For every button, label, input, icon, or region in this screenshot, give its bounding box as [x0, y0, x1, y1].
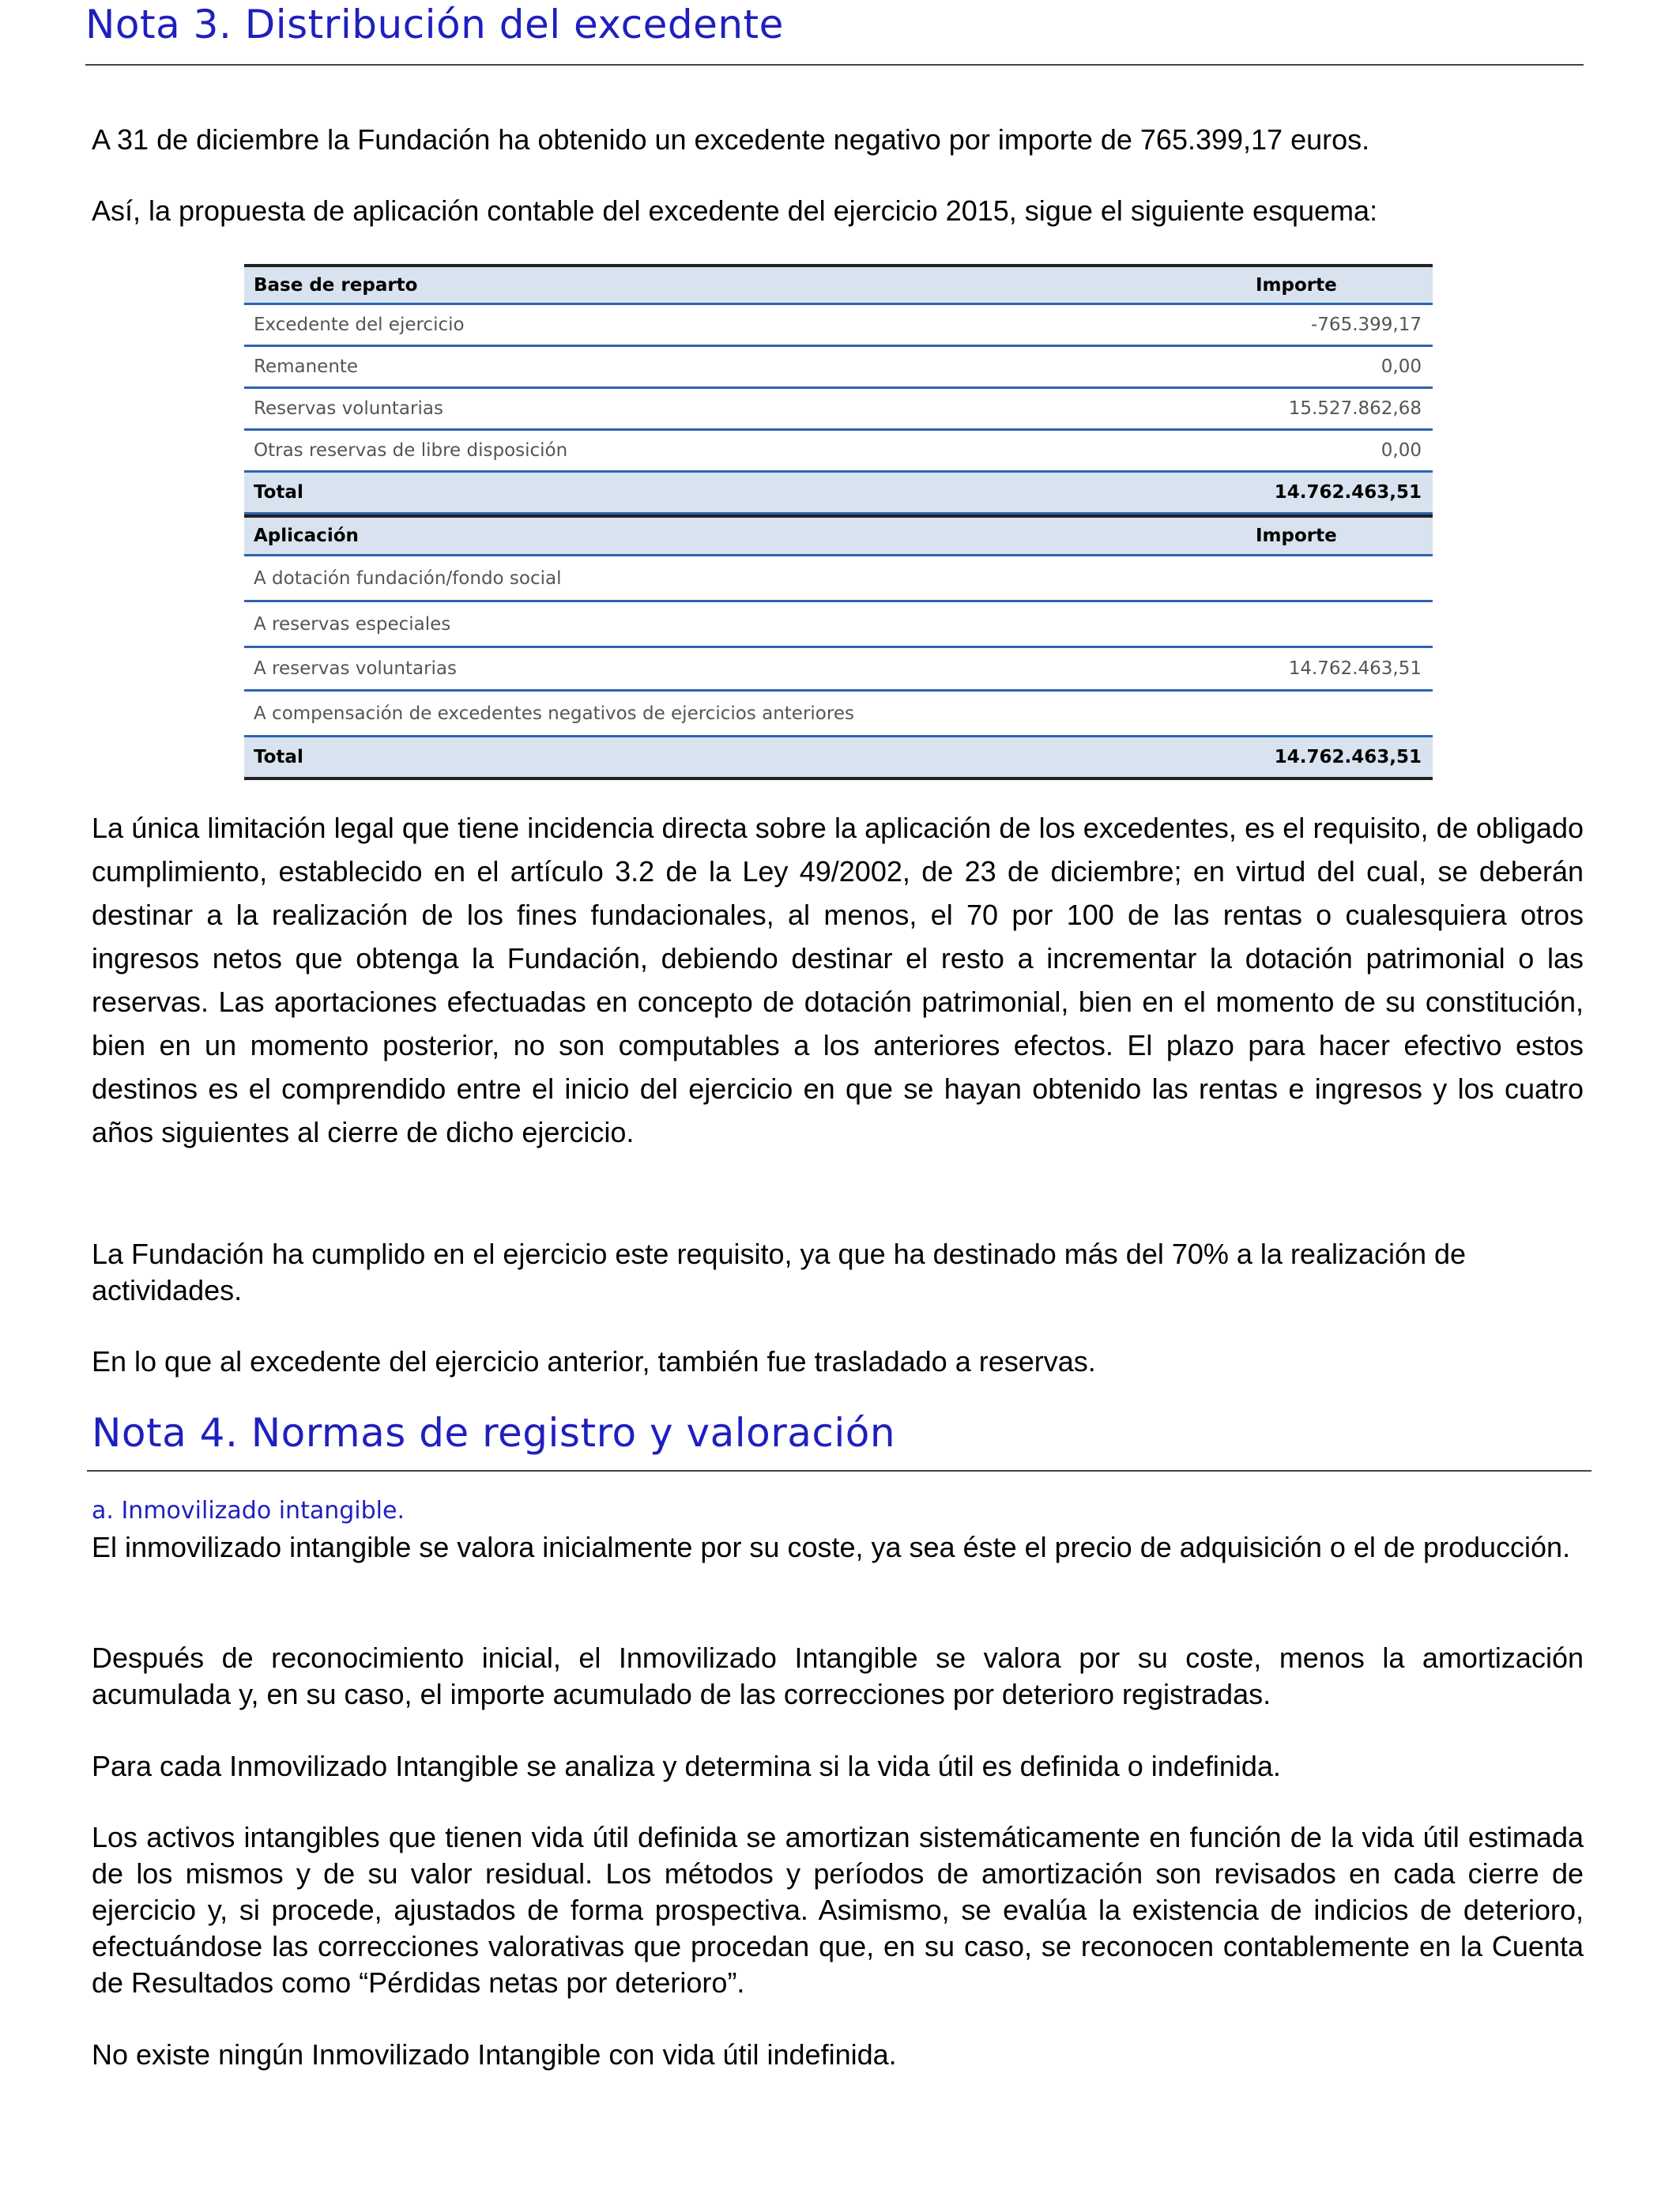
- header-value: Importe: [1256, 274, 1337, 296]
- row-label: A reservas especiales: [254, 613, 451, 635]
- table-total-base: [244, 473, 1433, 515]
- nota3-paragraph-1: A 31 de diciembre la Fundación ha obtenido un excedente negativo por importe de 765.399,17 euros.: [92, 123, 1370, 156]
- header-label: Aplicación: [254, 526, 359, 546]
- nota4-paragraph-4: Los activos intangibles que tienen vida útil definida se amortizan sistemáticamente en función de la vida útil estimada de los mismos y de su valor residual. Los métodos y períodos de amortización son revisados en cada cierre de ejercicio y, si procede, ajustados de forma prospectiva. Asimismo, se evalúa la existencia de indicios de deterioro, efectuándose las correcciones valorativas que procedan que, en su caso, se reconocen contablemente en la Cuenta de Resultados como “Pérdidas netas por deterioro”.: [92, 1821, 1584, 1999]
- table-total-aplicacion: [244, 737, 1433, 780]
- row-label: A dotación fundación/fondo social: [254, 567, 562, 589]
- row-value: 14.762.463,51: [1288, 658, 1422, 679]
- total-label: Total: [254, 482, 303, 503]
- total-label: Total: [254, 747, 303, 767]
- table-row: [244, 556, 1433, 602]
- nota3-paragraph-5: En lo que al excedente del ejercicio anterior, también fue trasladado a reservas.: [92, 1345, 1096, 1378]
- header-label: Base de reparto: [254, 274, 418, 296]
- nota3-paragraph-3: La única limitación legal que tiene incidencia directa sobre la aplicación de los excedentes, es el requisito, de obligado cumplimiento, establecido en el artículo 3.2 de la Ley 49/2002, de 23 de diciembre; en virtud del cual, se deberán destinar a la realización de los fines fundacionales, al menos, el 70 por 100 de las rentas o cualesquiera otros ingresos netos que obtenga la Fundación, debiendo destinar el resto a incrementar la dotación patrimonial o las reservas. Las aportaciones efectuadas en concepto de dotación patrimonial, bien en el momento de su constitución, bien en un momento posterior, no son computables a los anteriores efectos. El plazo para hacer efectivo estos destinos es el comprendido entre el inicio del ejercicio en que se hayan obtenido las rentas e ingresos y los cuatro años siguientes al cierre de dicho ejercicio.: [92, 812, 1584, 1148]
- table-row: [244, 602, 1433, 648]
- row-value: -765.399,17: [1311, 315, 1422, 335]
- table-row: [244, 389, 1433, 431]
- table-row: [244, 347, 1433, 389]
- row-value: 0,00: [1381, 440, 1422, 461]
- row-label: Otras reservas de libre disposición: [254, 440, 568, 461]
- row-label: Excedente del ejercicio: [254, 315, 465, 335]
- row-label: A reservas voluntarias: [254, 658, 457, 679]
- row-value: 15.527.862,68: [1288, 398, 1422, 419]
- nota4-title: Nota 4. Normas de registro y valoración: [92, 1410, 896, 1456]
- nota4-paragraph-2: Después de reconocimiento inicial, el Inmovilizado Intangible se valora por su coste, menos la amortización acumulada y, en su caso, el importe acumulado de las correcciones por deterioro registradas.: [92, 1642, 1584, 1710]
- row-value: 0,00: [1381, 356, 1422, 377]
- nota4-subtitle: a. Inmovilizado intangible.: [92, 1497, 405, 1525]
- nota4-title-rule: [87, 1470, 1591, 1472]
- table-row: [244, 431, 1433, 473]
- table-row: [244, 692, 1433, 737]
- table-row: [244, 648, 1433, 692]
- nota3-paragraph-4: La Fundación ha cumplido en el ejercicio este requisito, ya que ha destinado más del 70% a la realización de actividades.: [92, 1238, 1467, 1306]
- distribution-table: [244, 264, 1433, 780]
- nota3-title: Nota 3. Distribución del excedente: [85, 2, 784, 47]
- header-value: Importe: [1256, 526, 1337, 546]
- row-label: Reservas voluntarias: [254, 398, 443, 419]
- nota3-title-rule: [85, 64, 1584, 66]
- row-label: A compensación de excedentes negativos de ejercicios anteriores: [254, 703, 854, 724]
- nota4-paragraph-5: No existe ningún Inmovilizado Intangible con vida útil indefinida.: [92, 2038, 897, 2071]
- table-header-aplicacion: [244, 515, 1433, 556]
- nota4-paragraph-3: Para cada Inmovilizado Intangible se analiza y determina si la vida útil es definida o indefinida.: [92, 1750, 1281, 1782]
- total-value: 14.762.463,51: [1274, 747, 1422, 767]
- row-label: Remanente: [254, 356, 359, 377]
- nota4-paragraph-1: El inmovilizado intangible se valora inicialmente por su coste, ya sea éste el precio de adquisición o el de producción.: [92, 1531, 1571, 1563]
- nota3-paragraph-2: Así, la propuesta de aplicación contable del excedente del ejercicio 2015, sigue el siguiente esquema:: [92, 194, 1378, 227]
- table-header-base: [244, 264, 1433, 305]
- total-value: 14.762.463,51: [1274, 482, 1422, 503]
- table-row: [244, 305, 1433, 347]
